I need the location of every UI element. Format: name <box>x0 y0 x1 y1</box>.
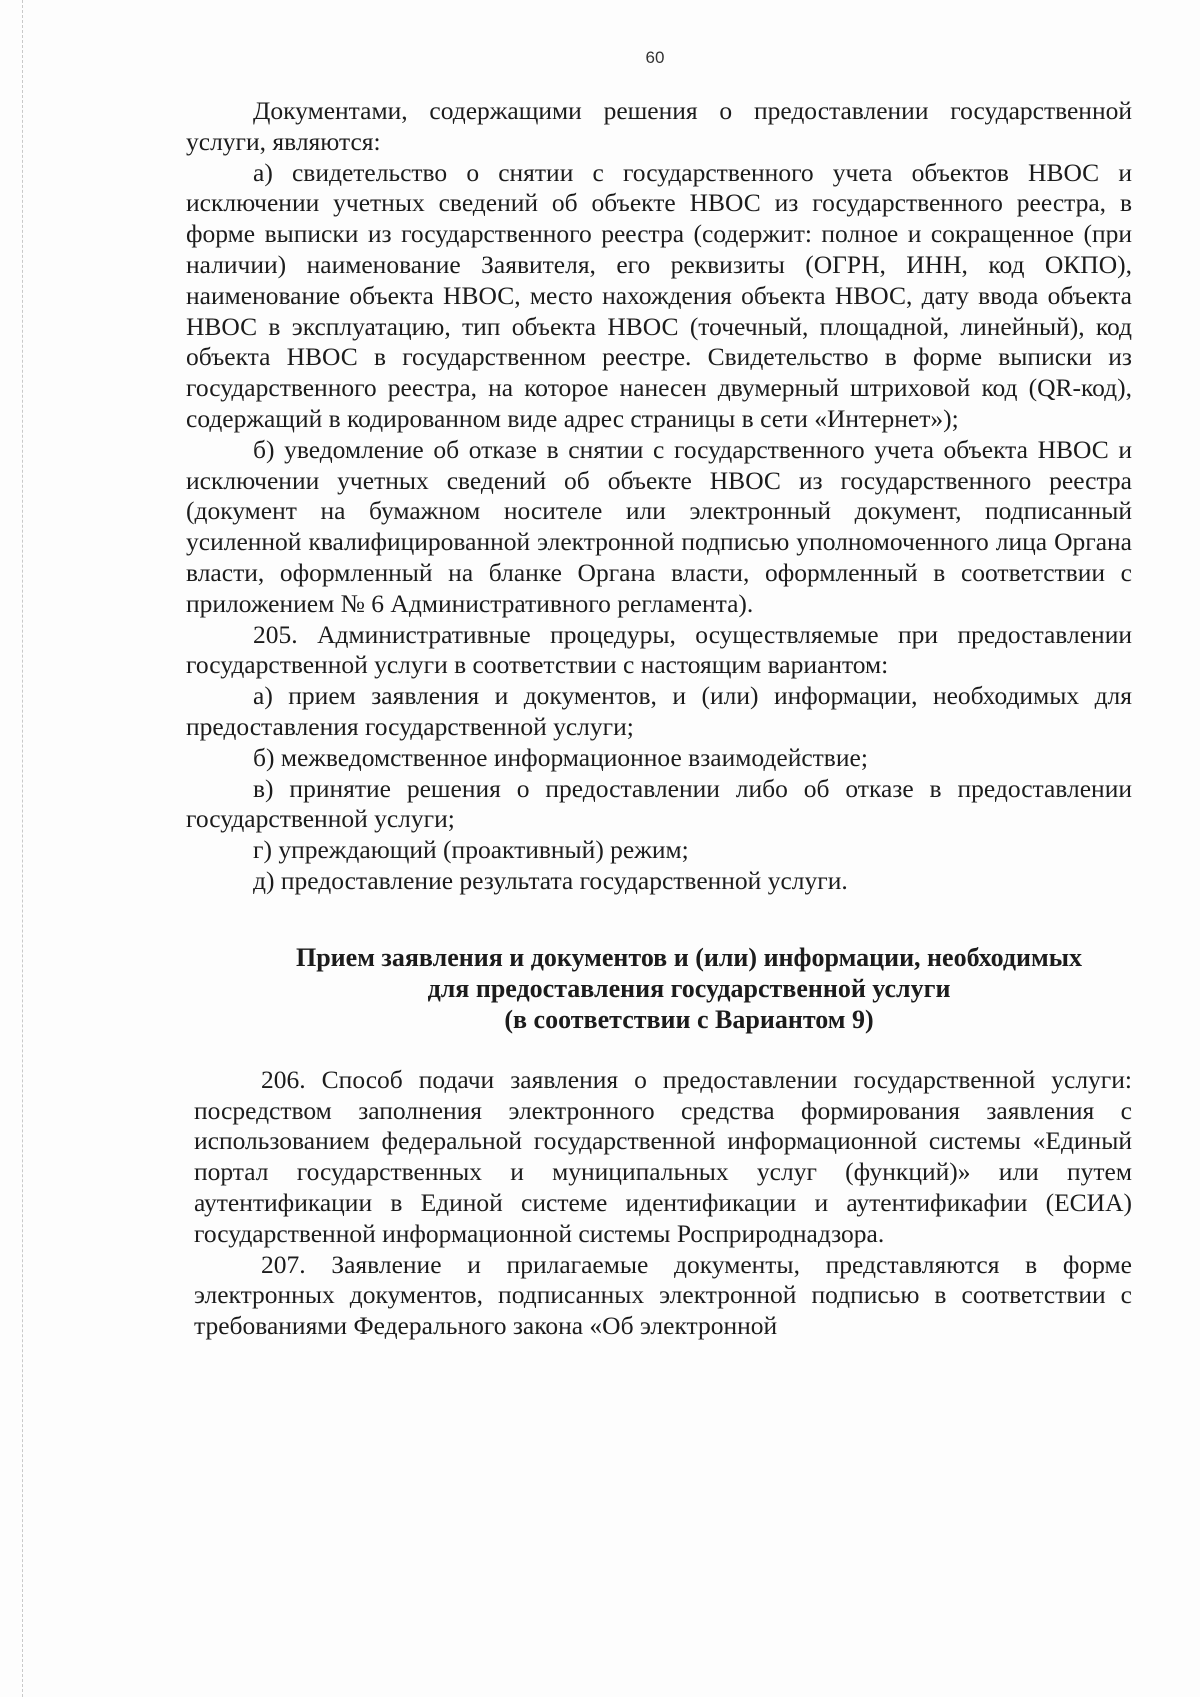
paragraph-206: 206. Способ подачи заявления о предоставлении государственной услуги: посредством заполнения электронного средства формирования заявления с использованием федеральной государственной информационной системы «Единый портал государственных и муниципальных услуг (функций)» или путем аутентификации в Единой системе идентификации и аутентификафии (ЕСИА) государственной информационной системы Росприроднадзора. <box>194 1064 1132 1248</box>
paragraph-item-a-certificate: а) свидетельство о снятии с государственного учета объектов НВОС и исключении учетных сведений об объекте НВОС из государственного реестра, в форме выписки из государственного реестра (содержит: полное и сокращенное (при наличии) наименование Заявителя, его реквизиты (ОГРН, ИНН, код ОКПО), наименование объекта НВОС, место нахождения объекта НВОС, дату ввода объекта НВОС в эксплуатацию, тип объекта НВОС (точечный, площадной, линейный), код объекта НВОС в государственном реестре. Свидетельство в форме выписки из государственного реестра, на которое нанесен двумерный штриховой код (QR-код), содержащий в кодированном виде адрес страницы в сети «Интернет»); <box>186 157 1132 433</box>
paragraph-205-item-b: б) межведомственное информационное взаимодействие; <box>253 742 868 772</box>
section-heading <box>186 942 1132 1035</box>
section-body <box>186 1065 1132 1342</box>
paragraph-205-item-d: д) предоставление результата государственной услуги. <box>253 865 848 895</box>
paragraph-documents-intro: Документами, содержащими решения о предоставлении государственной услуги, являются: <box>186 96 1132 156</box>
paragraph-205: 205. Административные процедуры, осуществляемые при предоставлении государственной услуги в соответствии с настоящим вариантом: <box>186 619 1132 680</box>
paragraph-item-b-refusal: б) уведомление об отказе в снятии с государственного учета объекта НВОС и исключении учетных сведений об объекте НВОС из государственного реестра (документ на бумажном носителе или электронный документ, подписанный усиленной квалифицированной электронной подписью уполномоченного лица Органа власти, оформленный на бланке Органа власти, оформленный в соответствии с приложением № 6 Административного регламента). <box>186 434 1132 618</box>
spacer <box>186 1035 1132 1065</box>
document-body <box>186 96 1132 1342</box>
paragraph-205-item-v: в) принятие решения о предоставлении либо об отказе в предоставлении государственной услуги; <box>186 773 1132 834</box>
paragraph-207: 207. Заявление и прилагаемые документы, представляются в форме электронных документов, подписанных электронной подписью в соответствии с требованиями Федерального закона «Об электронной <box>194 1249 1132 1341</box>
scan-edge-line <box>22 0 24 1697</box>
paragraph-205-item-a: а) прием заявления и документов, и (или) информации, необходимых для предоставления государственной услуги; <box>186 681 1132 741</box>
section-heading-line-2: для предоставления государственной услуги <box>427 973 951 1003</box>
page-number: 60 <box>645 48 665 67</box>
section-heading-line-3: (в соответствии с Вариантом 9) <box>504 1004 874 1034</box>
section-heading-line-1: Прием заявления и документов и (или) информации, необходимых <box>295 942 1082 972</box>
paragraph-205-item-g: г) упреждающий (проактивный) режим; <box>253 835 689 865</box>
